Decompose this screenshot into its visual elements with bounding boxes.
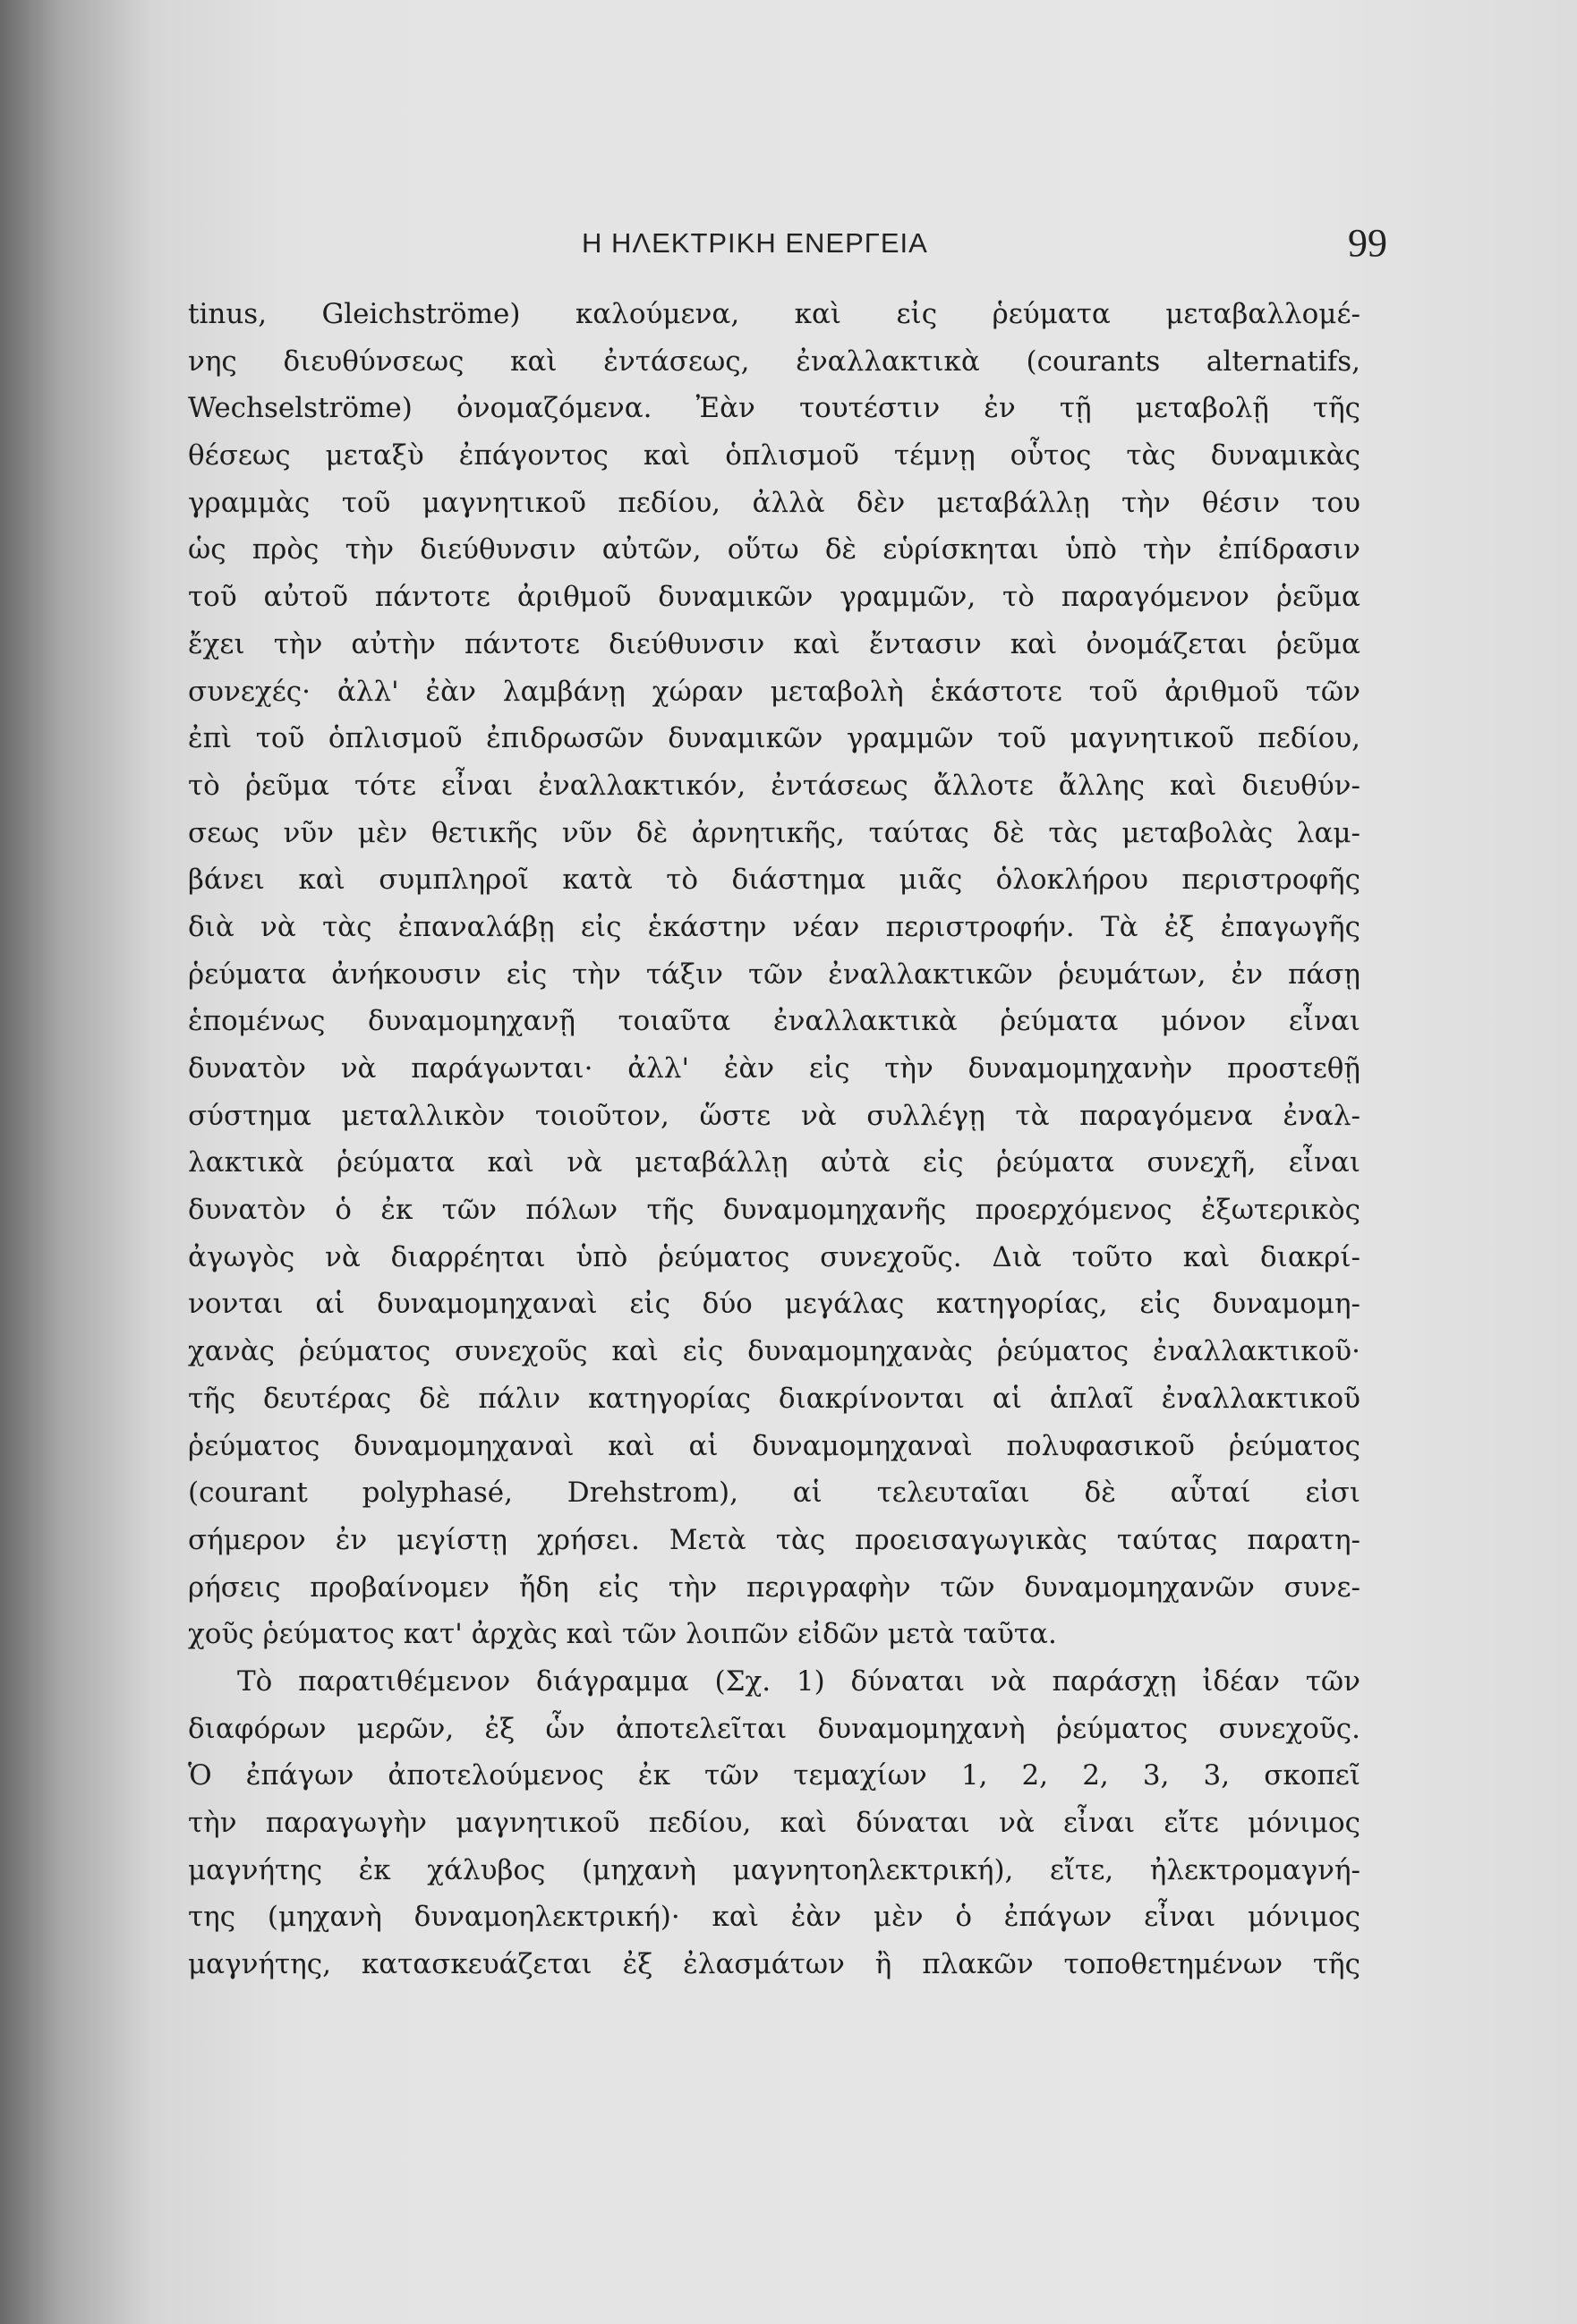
text-line: tinus, Gleichströme) καλούμενα, καὶ εἰς ῥεύματα μεταβαλλομέ- xyxy=(188,298,1360,330)
text-line: ἐπὶ τοῦ ὁπλισμοῦ ἐπιδρωσῶν δυναμικῶν γραμμῶν τοῦ μαγνητικοῦ πεδίου, xyxy=(188,722,1360,755)
text-line: λακτικὰ ῥεύματα καὶ νὰ μεταβάλλῃ αὐτὰ εἰς ῥεύματα συνεχῆ, εἶναι xyxy=(188,1146,1360,1179)
text-line: ἑπομένως δυναμομηχανῇ τοιαῦτα ἐναλλακτικὰ ῥεύματα μόνον εἶναι xyxy=(188,1005,1360,1038)
text-line: μαγνήτης, κατασκευάζεται ἐξ ἐλασμάτων ἢ πλακῶν τοποθετημένων τῆς xyxy=(188,1948,1360,1981)
text-line: ῥεύματος δυναμομηχαναὶ καὶ αἱ δυναμομηχαναὶ πολυφασικοῦ ῥεύματος xyxy=(188,1429,1360,1462)
text-line: σήμερον ἐν μεγίστῃ χρήσει. Μετὰ τὰς προεισαγωγικὰς ταύτας παρατη- xyxy=(188,1523,1360,1556)
text-line: τῆς δευτέρας δὲ πάλιν κατηγορίας διακρίνονται αἱ ἁπλαῖ ἐναλλακτικοῦ xyxy=(188,1382,1360,1415)
page-number: 99 xyxy=(1348,221,1387,265)
text-line: σύστημα μεταλλικὸν τοιοῦτον, ὥστε νὰ συλλέγῃ τὰ παραγόμενα ἐναλ- xyxy=(188,1099,1360,1132)
text-line: τοῦ αὐτοῦ πάντοτε ἀριθμοῦ δυναμικῶν γραμμῶν, τὸ παραγόμενον ῥεῦμα xyxy=(188,581,1360,614)
running-title: Η ΗΛΕΚΤΡΙΚΗ ΕΝΕΡΓΕΙΑ xyxy=(582,227,928,259)
text-line: ρήσεις προβαίνομεν ἤδη εἰς τὴν περιγραφὴν τῶν δυναμομηχανῶν συνε- xyxy=(188,1571,1360,1604)
page-header xyxy=(188,220,1387,274)
text-line: διὰ νὰ τὰς ἐπαναλάβῃ εἰς ἑκάστην νέαν περιστροφήν. Τὰ ἐξ ἐπαγωγῆς xyxy=(188,910,1360,943)
text-line: τὸ ῥεῦμα τότε εἶναι ἐναλλακτικόν, ἐντάσεως ἄλλοτε ἄλλης καὶ διευθύν- xyxy=(188,769,1360,802)
text-line: βάνει καὶ συμπληροῖ κατὰ τὸ διάστημα μιᾶς ὁλοκλήρου περιστροφῆς xyxy=(188,864,1360,897)
text-line: ῥεύματα ἀνήκουσιν εἰς τὴν τάξιν τῶν ἐναλλακτικῶν ῥευμάτων, ἐν πάσῃ xyxy=(188,958,1360,991)
text-line: τὴν παραγωγὴν μαγνητικοῦ πεδίου, καὶ δύναται νὰ εἶναι εἴτε μόνιμος xyxy=(188,1807,1360,1839)
text-line: της (μηχανὴ δυναμοηλεκτρική)· καὶ ἐὰν μὲν ὁ ἐπάγων εἶναι μόνιμος xyxy=(188,1901,1360,1934)
body-text xyxy=(188,291,1360,1988)
text-line: χοῦς ῥεύματος κατ' ἀρχὰς καὶ τῶν λοιπῶν εἰδῶν μετὰ ταῦτα. xyxy=(188,1618,1057,1651)
text-line: γραμμὰς τοῦ μαγνητικοῦ πεδίου, ἀλλὰ δὲν μεταβάλλῃ τὴν θέσιν του xyxy=(188,486,1360,519)
text-line: δυνατὸν ὁ ἐκ τῶν πόλων τῆς δυναμομηχανῆς προερχόμενος ἐξωτερικὸς xyxy=(188,1194,1360,1227)
text-line: νης διευθύνσεως καὶ ἐντάσεως, ἐναλλακτικὰ (courants alternatifs, xyxy=(188,345,1360,378)
text-line: (courant polyphasé, Drehstrom), αἱ τελευταῖαι δὲ αὗταί εἰσι xyxy=(188,1477,1360,1510)
text-line: μαγνήτης ἐκ χάλυβος (μηχανὴ μαγνητοηλεκτρική), εἴτε, ἠλεκτρομαγνή- xyxy=(188,1853,1360,1886)
text-line: νονται αἱ δυναμομηχαναὶ εἰς δύο μεγάλας κατηγορίας, εἰς δυναμομη- xyxy=(188,1288,1360,1321)
text-line: ἀγωγὸς νὰ διαρρέηται ὑπὸ ῥεύματος συνεχοῦς. Διὰ τοῦτο καὶ διακρί- xyxy=(188,1240,1360,1273)
text-line: Wechselströme) ὀνομαζόμενα. Ἐὰν τουτέστιν ἐν τῇ μεταβολῇ τῆς xyxy=(188,392,1360,425)
text-line: χανὰς ῥεύματος συνεχοῦς καὶ εἰς δυναμομηχανὰς ῥεύματος ἐναλλακτικοῦ· xyxy=(188,1335,1360,1368)
text-line: Ὁ ἐπάγων ἀποτελούμενος ἐκ τῶν τεμαχίων 1, 2, 2, 3, 3, σκοπεῖ xyxy=(188,1759,1360,1792)
text-line: ἔχει τὴν αὐτὴν πάντοτε διεύθυνσιν καὶ ἔντασιν καὶ ὀνομάζεται ῥεῦμα xyxy=(188,627,1360,660)
text-line: συνεχές· ἀλλ' ἐὰν λαμβάνῃ χώραν μεταβολὴ ἑκάστοτε τοῦ ἀριθμοῦ τῶν xyxy=(188,675,1360,708)
text-line: σεως νῦν μὲν θετικῆς νῦν δὲ ἀρνητικῆς, ταύτας δὲ τὰς μεταβολὰς λαμ- xyxy=(188,816,1360,849)
text-line: θέσεως μεταξὺ ἐπάγοντος καὶ ὁπλισμοῦ τέμνῃ οὗτος τὰς δυναμικὰς xyxy=(188,439,1360,472)
text-line: δυνατὸν νὰ παράγωνται· ἀλλ' ἐὰν εἰς τὴν δυναμομηχανὴν προστεθῇ xyxy=(188,1052,1360,1085)
text-line: ὡς πρὸς τὴν διεύθυνσιν αὐτῶν, οὕτω δὲ εὑρίσκηται ὑπὸ τὴν ἐπίδρασιν xyxy=(188,533,1360,566)
text-line: διαφόρων μερῶν, ἐξ ὧν ἀποτελεῖται δυναμομηχανὴ ῥεύματος συνεχοῦς. xyxy=(188,1712,1360,1745)
text-line: Τὸ παρατιθέμενον διάγραμμα (Σχ. 1) δύναται νὰ παράσχῃ ἰδέαν τῶν xyxy=(237,1664,1360,1698)
